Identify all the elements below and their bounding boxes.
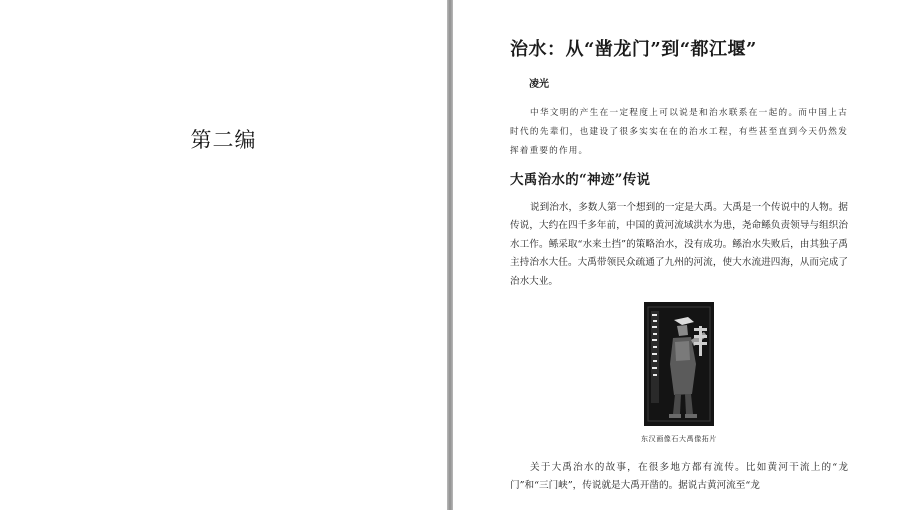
article-content: [510, 36, 848, 496]
right-page: [453, 0, 900, 510]
section-title: 大禹治水的“神迹”传说: [510, 172, 651, 188]
article-abstract: 中华文明的产生在一定程度上可以说是和治水联系在一起的。而中国上古时代的先辈们，也建设了很多实实在在的治水工程，有些甚至直到今天仍然发挥着重要的作用。: [510, 108, 848, 156]
body-paragraph-1: 说到治水，多数人第一个想到的一定是大禹。大禹是一个传说中的人物。据传说，大约在四千多年前，中国的黄河流域洪水为患，尧命鲧负责领导与组织治水工作。鲧采取“水来土挡”的策略治水，没有成功。鲧治水失败后，由其独子禹主持治水大任。大禹带领民众疏通了九州的河流，使大水流进四海，从而完成了治水大业。: [510, 202, 848, 287]
author-name: 凌光: [529, 79, 549, 90]
article-title: 治水：从“凿龙门”到“都江堰”: [510, 39, 757, 60]
body-paragraph-2: 关于大禹治水的故事，在很多地方都有流传。比如黄河干流上的“龙门”和“三门峡”，传说就是大禹开凿的。据说古黄河流至“龙: [510, 462, 848, 492]
part-title: 第二编: [190, 128, 257, 152]
yu-figure-illustration: [644, 302, 714, 426]
figure-caption: 东汉画像石大禹像拓片: [641, 435, 717, 444]
stone-rubbing-image: [644, 302, 714, 426]
left-page: [0, 0, 447, 510]
figure: [510, 302, 848, 444]
